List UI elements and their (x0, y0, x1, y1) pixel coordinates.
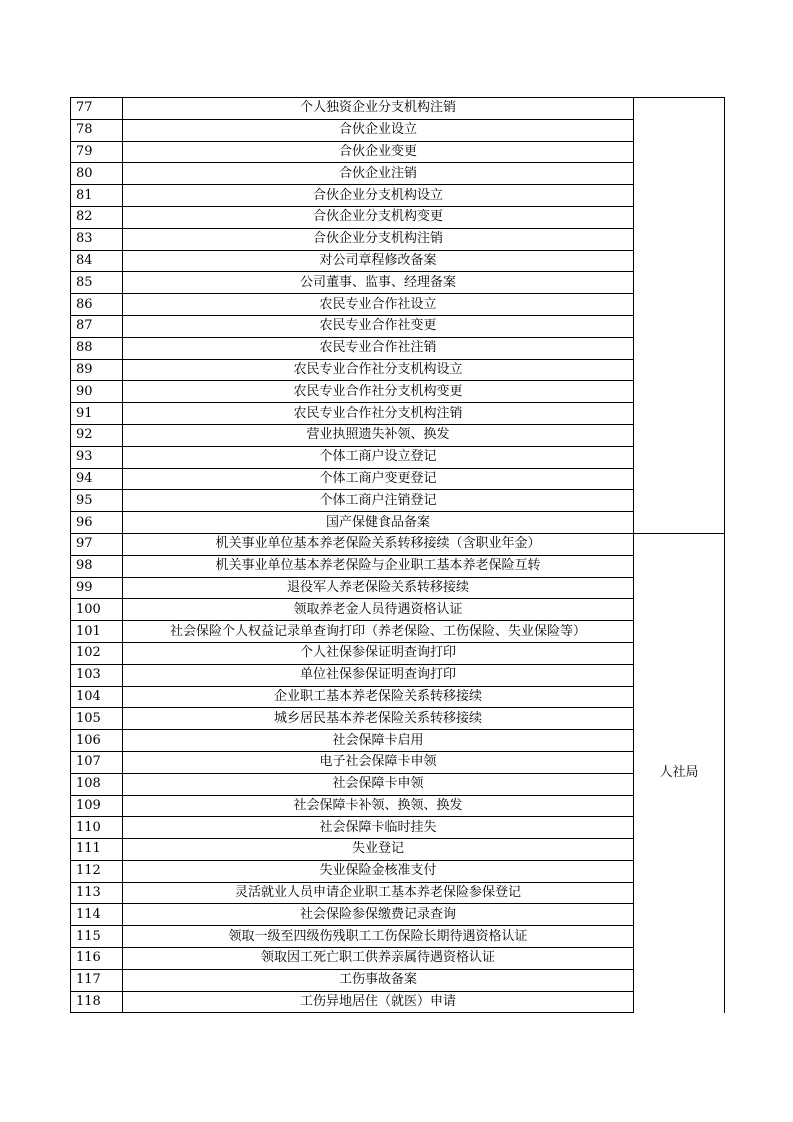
table-row (71, 664, 725, 686)
row-number-cell: 87 (71, 315, 123, 337)
service-item-cell: 城乡居民基本养老保险关系转移接续 (123, 708, 634, 730)
row-number-cell: 93 (71, 446, 123, 468)
row-number-cell: 110 (71, 817, 123, 839)
row-number-cell: 81 (71, 185, 123, 207)
table-row (71, 708, 725, 730)
table-row (71, 119, 725, 141)
row-number-cell: 99 (71, 577, 123, 599)
table-row (71, 185, 725, 207)
service-item-cell: 农民专业合作社分支机构注销 (123, 403, 634, 425)
row-number-cell: 103 (71, 664, 123, 686)
row-number-cell: 88 (71, 337, 123, 359)
row-number-cell: 84 (71, 250, 123, 272)
table-row (71, 926, 725, 948)
row-number-cell: 97 (71, 533, 123, 555)
service-items-table-sheet (70, 97, 718, 1013)
service-item-cell: 社会保障卡申领 (123, 773, 634, 795)
table-row (71, 577, 725, 599)
service-item-cell: 个体工商户注销登记 (123, 490, 634, 512)
row-number-cell: 109 (71, 795, 123, 817)
service-item-cell: 领取因工死亡职工供养亲属待遇资格认证 (123, 948, 634, 970)
service-item-cell: 合伙企业分支机构变更 (123, 206, 634, 228)
table-row (71, 98, 725, 120)
service-item-cell: 农民专业合作社变更 (123, 315, 634, 337)
table-row (71, 839, 725, 861)
service-item-cell: 领取养老金人员待遇资格认证 (123, 599, 634, 621)
service-item-cell: 领取一级至四级伤残职工工伤保险长期待遇资格认证 (123, 926, 634, 948)
row-number-cell: 107 (71, 751, 123, 773)
service-item-cell: 营业执照遗失补领、换发 (123, 424, 634, 446)
row-number-cell: 90 (71, 381, 123, 403)
service-item-cell: 个体工商户变更登记 (123, 468, 634, 490)
table-row (71, 272, 725, 294)
row-number-cell: 80 (71, 163, 123, 185)
row-number-cell: 82 (71, 206, 123, 228)
service-item-cell: 电子社会保障卡申领 (123, 751, 634, 773)
service-item-cell: 合伙企业设立 (123, 119, 634, 141)
row-number-cell: 111 (71, 839, 123, 861)
row-number-cell: 100 (71, 599, 123, 621)
service-item-cell: 农民专业合作社设立 (123, 294, 634, 316)
table-row (71, 642, 725, 664)
table-row (71, 315, 725, 337)
service-item-cell: 合伙企业变更 (123, 141, 634, 163)
row-number-cell: 106 (71, 730, 123, 752)
service-item-cell: 公司董事、监事、经理备案 (123, 272, 634, 294)
department-cell (634, 98, 725, 534)
row-number-cell: 79 (71, 141, 123, 163)
table-row (71, 882, 725, 904)
table-row (71, 512, 725, 534)
row-number-cell: 89 (71, 359, 123, 381)
service-item-cell: 工伤异地居住（就医）申请 (123, 991, 634, 1013)
table-row (71, 446, 725, 468)
row-number-cell: 116 (71, 948, 123, 970)
service-item-cell: 灵活就业人员申请企业职工基本养老保险参保登记 (123, 882, 634, 904)
row-number-cell: 104 (71, 686, 123, 708)
table-row (71, 250, 725, 272)
service-item-cell: 机关事业单位基本养老保险关系转移接续（含职业年金） (123, 533, 634, 555)
table-row (71, 359, 725, 381)
table-row (71, 904, 725, 926)
service-item-cell: 机关事业单位基本养老保险与企业职工基本养老保险互转 (123, 555, 634, 577)
row-number-cell: 96 (71, 512, 123, 534)
table-row (71, 621, 725, 643)
service-item-cell: 失业保险金核准支付 (123, 860, 634, 882)
table-row (71, 860, 725, 882)
table-row (71, 686, 725, 708)
service-items-table (70, 97, 725, 1013)
row-number-cell: 114 (71, 904, 123, 926)
row-number-cell: 95 (71, 490, 123, 512)
service-item-cell: 单位社保参保证明查询打印 (123, 664, 634, 686)
row-number-cell: 117 (71, 969, 123, 991)
row-number-cell: 78 (71, 119, 123, 141)
row-number-cell: 118 (71, 991, 123, 1013)
table-row (71, 795, 725, 817)
table-row (71, 991, 725, 1013)
row-number-cell: 85 (71, 272, 123, 294)
table-row (71, 468, 725, 490)
table-row (71, 948, 725, 970)
service-item-cell: 合伙企业分支机构注销 (123, 228, 634, 250)
table-row (71, 751, 725, 773)
service-item-cell: 社会保障卡启用 (123, 730, 634, 752)
row-number-cell: 98 (71, 555, 123, 577)
service-item-cell: 社会保险参保缴费记录查询 (123, 904, 634, 926)
table-row (71, 533, 725, 555)
table-row (71, 228, 725, 250)
row-number-cell: 115 (71, 926, 123, 948)
table-row (71, 381, 725, 403)
service-item-cell: 个人独资企业分支机构注销 (123, 98, 634, 120)
table-body (71, 98, 725, 1013)
table-row (71, 141, 725, 163)
row-number-cell: 112 (71, 860, 123, 882)
row-number-cell: 77 (71, 98, 123, 120)
row-number-cell: 102 (71, 642, 123, 664)
table-row (71, 599, 725, 621)
service-item-cell: 个人社保参保证明查询打印 (123, 642, 634, 664)
table-row (71, 817, 725, 839)
service-item-cell: 社会保障卡补领、换领、换发 (123, 795, 634, 817)
row-number-cell: 113 (71, 882, 123, 904)
service-item-cell: 对公司章程修改备案 (123, 250, 634, 272)
table-row (71, 490, 725, 512)
service-item-cell: 社会保障卡临时挂失 (123, 817, 634, 839)
row-number-cell: 101 (71, 621, 123, 643)
service-item-cell: 社会保险个人权益记录单查询打印（养老保险、工伤保险、失业保险等） (123, 621, 634, 643)
row-number-cell: 108 (71, 773, 123, 795)
service-item-cell: 农民专业合作社分支机构变更 (123, 381, 634, 403)
row-number-cell: 105 (71, 708, 123, 730)
row-number-cell: 92 (71, 424, 123, 446)
table-row (71, 337, 725, 359)
department-cell: 人社局 (634, 533, 725, 1013)
row-number-cell: 94 (71, 468, 123, 490)
row-number-cell: 86 (71, 294, 123, 316)
row-number-cell: 91 (71, 403, 123, 425)
service-item-cell: 农民专业合作社注销 (123, 337, 634, 359)
service-item-cell: 退役军人养老保险关系转移接续 (123, 577, 634, 599)
table-row (71, 773, 725, 795)
table-row (71, 206, 725, 228)
service-item-cell: 国产保健食品备案 (123, 512, 634, 534)
service-item-cell: 农民专业合作社分支机构设立 (123, 359, 634, 381)
table-row (71, 163, 725, 185)
table-row (71, 555, 725, 577)
table-row (71, 424, 725, 446)
service-item-cell: 个体工商户设立登记 (123, 446, 634, 468)
service-item-cell: 合伙企业注销 (123, 163, 634, 185)
service-item-cell: 合伙企业分支机构设立 (123, 185, 634, 207)
table-row (71, 969, 725, 991)
service-item-cell: 企业职工基本养老保险关系转移接续 (123, 686, 634, 708)
row-number-cell: 83 (71, 228, 123, 250)
service-item-cell: 失业登记 (123, 839, 634, 861)
table-row (71, 294, 725, 316)
service-item-cell: 工伤事故备案 (123, 969, 634, 991)
table-row (71, 730, 725, 752)
table-row (71, 403, 725, 425)
